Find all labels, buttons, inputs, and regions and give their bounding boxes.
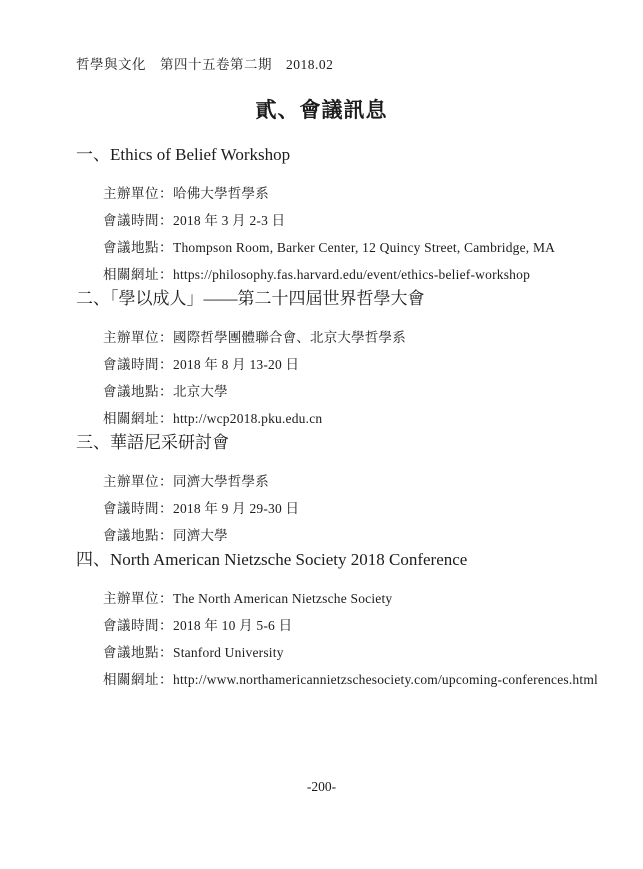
field-value: 2018 年 9 月 29-30 日 xyxy=(173,501,300,516)
field-value: 2018 年 8 月 13-20 日 xyxy=(173,357,300,372)
website-url: http://www.northamericannietzschesociety.com/upcoming-conferences.html xyxy=(173,672,598,687)
field-date xyxy=(103,351,615,378)
section-heading: 三、華語尼采研討會 xyxy=(76,433,229,452)
section-fields xyxy=(103,585,615,693)
field-organizer xyxy=(103,468,615,495)
section-fields xyxy=(103,468,615,549)
conference-section-2 xyxy=(76,288,615,432)
field-label: 會議地點： xyxy=(103,240,173,255)
field-value: 2018 年 3 月 2-3 日 xyxy=(173,213,286,228)
field-date xyxy=(103,612,615,639)
field-label: 相關網址： xyxy=(103,672,173,687)
field-value: Stanford University xyxy=(173,645,284,660)
field-value: 2018 年 10 月 5-6 日 xyxy=(173,618,293,633)
field-location xyxy=(103,639,615,666)
section-heading: 二、「學以成人」——第二十四屆世界哲學大會 xyxy=(76,289,425,308)
field-location xyxy=(103,234,615,261)
field-label: 主辦單位： xyxy=(103,330,173,345)
field-label: 會議時間： xyxy=(103,501,173,516)
field-label: 主辦單位： xyxy=(103,591,173,606)
field-label: 會議時間： xyxy=(103,618,173,633)
field-website xyxy=(103,405,615,432)
field-location xyxy=(103,378,615,405)
field-label: 會議地點： xyxy=(103,528,173,543)
field-value: 同濟大學哲學系 xyxy=(173,474,269,489)
field-organizer xyxy=(103,324,615,351)
field-value: The North American Nietzsche Society xyxy=(173,591,393,606)
field-website xyxy=(103,261,615,288)
section-fields xyxy=(103,324,615,432)
journal-running-header: 哲學與文化 第四十五卷第二期 2018.02 xyxy=(76,57,334,72)
field-label: 會議地點： xyxy=(103,384,173,399)
field-value: Thompson Room, Barker Center, 12 Quincy Street, Cambridge, MA xyxy=(173,240,556,255)
website-url: http://wcp2018.pku.edu.cn xyxy=(173,411,323,426)
field-location xyxy=(103,522,615,549)
section-fields xyxy=(103,180,615,288)
field-date xyxy=(103,495,615,522)
field-organizer xyxy=(103,180,615,207)
field-label: 相關網址： xyxy=(103,267,173,282)
field-label: 會議地點： xyxy=(103,645,173,660)
conference-list xyxy=(76,144,615,693)
section-heading: 四、North American Nietzsche Society 2018 Conference xyxy=(76,550,468,569)
field-label: 會議時間： xyxy=(103,357,173,372)
field-label: 主辦單位： xyxy=(103,186,173,201)
field-value: 國際哲學團體聯合會、北京大學哲學系 xyxy=(173,330,406,345)
conference-section-3 xyxy=(76,432,615,549)
section-heading: 一、Ethics of Belief Workshop xyxy=(76,145,291,164)
website-url: https://philosophy.fas.harvard.edu/event/ethics-belief-workshop xyxy=(173,267,531,282)
field-organizer xyxy=(103,585,615,612)
page-number: -200- xyxy=(306,779,337,794)
field-website xyxy=(103,666,615,693)
conference-section-4 xyxy=(76,549,615,693)
field-value: 哈佛大學哲學系 xyxy=(173,186,269,201)
field-label: 會議時間： xyxy=(103,213,173,228)
field-value: 同濟大學 xyxy=(173,528,228,543)
field-value: 北京大學 xyxy=(173,384,228,399)
conference-section-1 xyxy=(76,144,615,288)
field-date xyxy=(103,207,615,234)
field-label: 主辦單位： xyxy=(103,474,173,489)
field-label: 相關網址： xyxy=(103,411,173,426)
page-title: 貳、會議訊息 xyxy=(255,98,388,122)
